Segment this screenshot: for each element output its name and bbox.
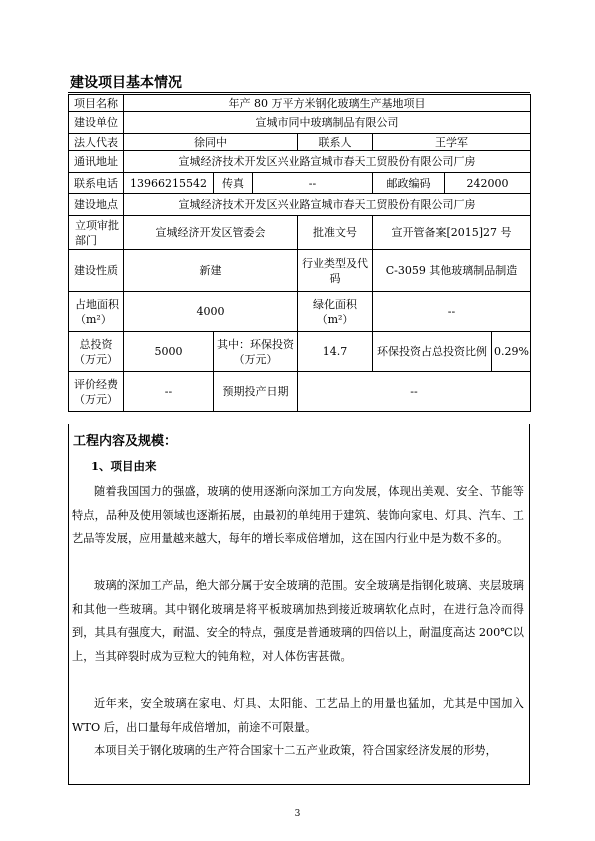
industry-value: C-3059 其他玻璃制品制造 — [373, 250, 531, 292]
approval-dept-value: 宣城经济开发区管委会 — [124, 216, 298, 250]
eval-fee-label: 评价经费（万元） — [69, 372, 124, 412]
section-heading: 工程内容及规模： — [73, 434, 178, 449]
table-row — [69, 134, 531, 151]
page-title: 建设项目基本情况 — [70, 75, 182, 91]
location-label: 建设地点 — [69, 194, 124, 216]
approval-no-value: 宣开管备案[2015]27 号 — [373, 216, 531, 250]
area-value: 4000 — [124, 292, 298, 332]
table-row — [69, 173, 531, 194]
table-row — [69, 250, 531, 292]
address-label: 通讯地址 — [69, 151, 124, 173]
green-label: 绿化面积（m²） — [298, 292, 373, 332]
nature-label: 建设性质 — [69, 250, 124, 292]
fax-value: -- — [253, 173, 373, 194]
nature-value: 新建 — [124, 250, 298, 292]
project-info-table — [68, 94, 531, 412]
postcode-value: 242000 — [445, 173, 531, 194]
paragraph: 近年来，安全玻璃在家电、灯具、太阳能、工艺品上的用量也猛加，尤其是中国加入 WTO 后，出口量每年成倍增加，前途不可限量。 — [72, 697, 524, 734]
table-row — [69, 95, 531, 112]
sub-heading: 1、项目由来 — [91, 459, 157, 473]
eval-fee-value: -- — [124, 372, 214, 412]
table-row — [69, 292, 531, 332]
investment-label: 总投资（万元） — [69, 332, 124, 372]
paragraph: 玻璃的深加工产品，绝大部分属于安全玻璃的范围。安全玻璃是指钢化玻璃、夹层玻璃和其他一些玻璃。其中钢化玻璃是将平板玻璃加热到接近玻璃软化点时，在进行急冷而得到，其具有强度大，耐温、安全的特点，强度是普通玻璃的四倍以上，耐温度高达 200℃以上，当其碎裂时成为豆粒大的钝角粒，对人体伤害甚微。 — [72, 579, 524, 663]
env-invest-label: 其中：环保投资（万元） — [214, 332, 298, 372]
phone-label: 联系电话 — [69, 173, 124, 194]
env-invest-value: 14.7 — [298, 332, 373, 372]
project-name-value: 年产 80 万平方米钢化玻璃生产基地项目 — [124, 95, 531, 112]
paragraph: 本项目关于钢化玻璃的生产符合国家十二五产业政策，符合国家经济发展的形势， — [94, 744, 497, 757]
investment-value: 5000 — [124, 332, 214, 372]
table-row — [69, 216, 531, 250]
unit-value: 宣城市同中玻璃制品有限公司 — [124, 112, 531, 134]
legal-rep-label: 法人代表 — [69, 134, 124, 151]
paragraph: 随着我国国力的强盛，玻璃的使用逐渐向深加工方向发展，体现出美观、安全、节能等特点，品种及使用领域也逐渐拓展，由最初的单纯用于建筑、装饰向家电、灯具、汽车、工艺品等发展，应用量越来越大，每年的增长率成倍增加，这在国内行业中是为数不多的。 — [72, 485, 524, 545]
industry-label: 行业类型及代码 — [298, 250, 373, 292]
contact-label: 联系人 — [298, 134, 373, 151]
approval-dept-label: 立项审批部门 — [69, 216, 124, 250]
table-row — [69, 151, 531, 173]
table-row — [69, 194, 531, 216]
fax-label: 传真 — [214, 173, 253, 194]
area-label: 占地面积（m²） — [69, 292, 124, 332]
project-content-box — [68, 424, 530, 785]
project-name-label: 项目名称 — [69, 95, 124, 112]
table-row — [69, 372, 531, 412]
address-value: 宣城经济技术开发区兴业路宣城市春天工贸股份有限公司厂房 — [124, 151, 531, 173]
contact-value: 王学军 — [373, 134, 531, 151]
prod-date-value: -- — [298, 372, 531, 412]
prod-date-label: 预期投产日期 — [214, 372, 298, 412]
env-ratio-label: 环保投资占总投资比例 — [373, 332, 492, 372]
approval-no-label: 批准文号 — [298, 216, 373, 250]
postcode-label: 邮政编码 — [373, 173, 445, 194]
legal-rep-value: 徐同中 — [124, 134, 298, 151]
table-row — [69, 112, 531, 134]
title-rule — [68, 92, 530, 93]
phone-value: 13966215542 — [124, 173, 214, 194]
green-value: -- — [373, 292, 531, 332]
page-number: 3 — [294, 809, 301, 819]
location-value: 宣城经济技术开发区兴业路宣城市春天工贸股份有限公司厂房 — [124, 194, 531, 216]
unit-label: 建设单位 — [69, 112, 124, 134]
table-row — [69, 332, 531, 372]
env-ratio-value: 0.29% — [492, 332, 531, 372]
